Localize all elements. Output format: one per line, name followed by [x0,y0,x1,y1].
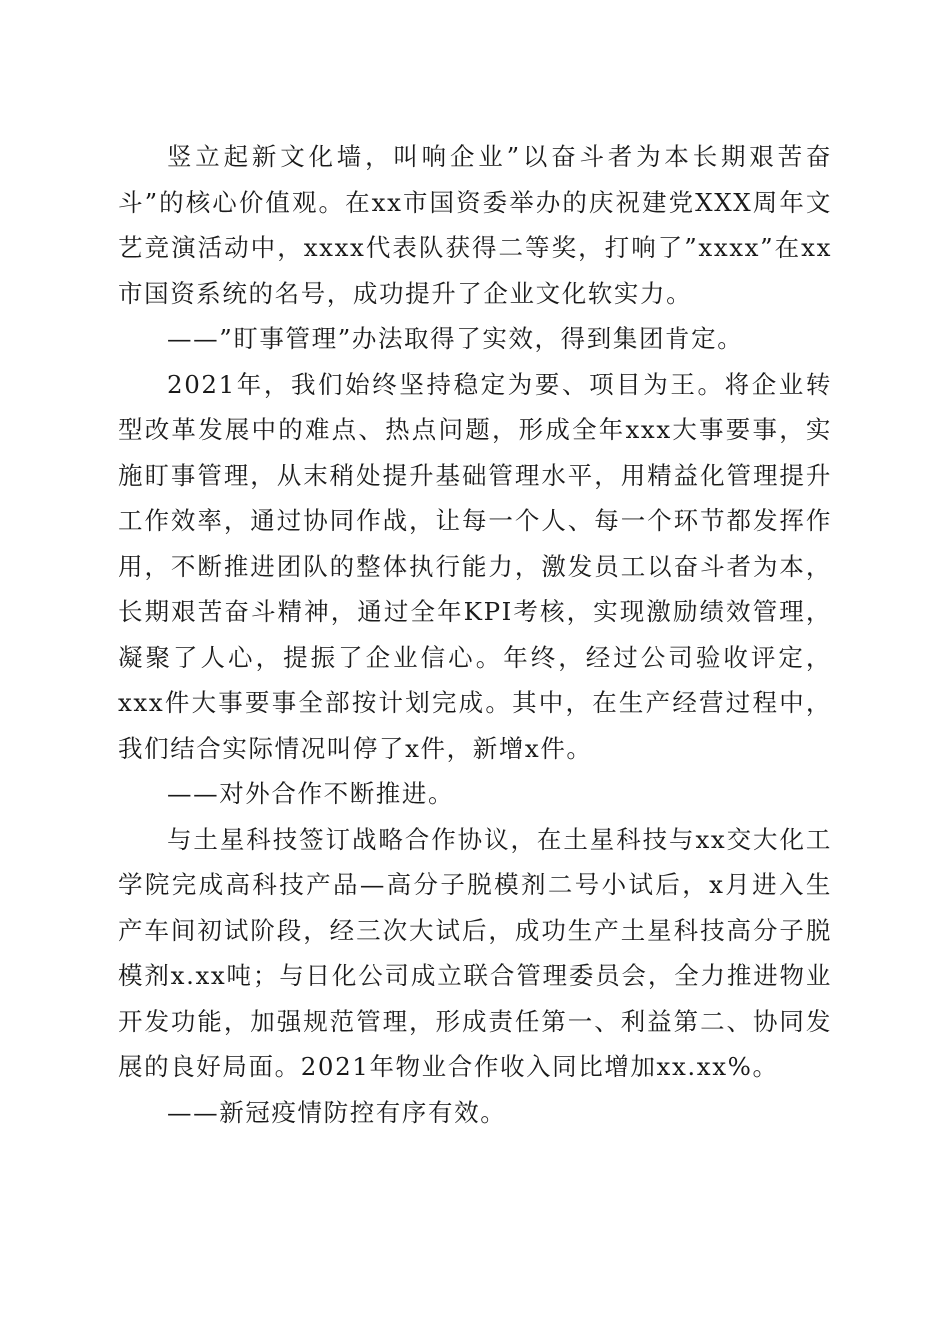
heading-external-cooperation: ——对外合作不断推进。 [167,779,455,808]
heading-epidemic-control: ——新冠疫情防控有序有效。 [167,1097,507,1127]
heading-management-method: ——”盯事管理”办法取得了实效，得到集团肯定。 [167,324,744,353]
paragraph-cooperation-details: 与土星科技签订战略合作协议，在土星科技与xx交大化工学院完成高科技产品—高分子脱模剂二号小试后，x月进入生产车间初试阶段，经三次大试后，成功生产土星科技高分子脱模剂x.xx吨；与日化公司成立联合管理委员会，全力推进物业开发功能，加强规范管理，形成责任第一、利益第二、协同发展的良好局面。2021年物业合作收入同比增加xx.xx%。 [118,824,832,1081]
document-body [118,134,832,1135]
paragraph-culture-wall: 竖立起新文化墙，叫响企业”以奋斗者为本长期艰苦奋斗”的核心价值观。在xx市国资委举办的庆祝建党XXX周年文艺竞演活动中，xxxx代表队获得二等奖，打响了”xxxx”在xx市国资系统的名号，成功提升了企业文化软实力。 [118,142,832,308]
paragraph-2021-management: 2021年，我们始终坚持稳定为要、项目为王。将企业转型改革发展中的难点、热点问题，形成全年xxx大事要事，实施盯事管理，从末稍处提升基础管理水平，用精益化管理提升工作效率，通过协同作战，让每一个人、每一个环节都发挥作用，不断推进团队的整体执行能力，激发员工以奋斗者为本，长期艰苦奋斗精神，通过全年KPI考核，实现激励绩效管理，凝聚了人心，提振了企业信心。年终，经过公司验收评定，xxx件大事要事全部按计划完成。其中，在生产经营过程中，我们结合实际情况叫停了x件，新增x件。 [118,369,832,763]
